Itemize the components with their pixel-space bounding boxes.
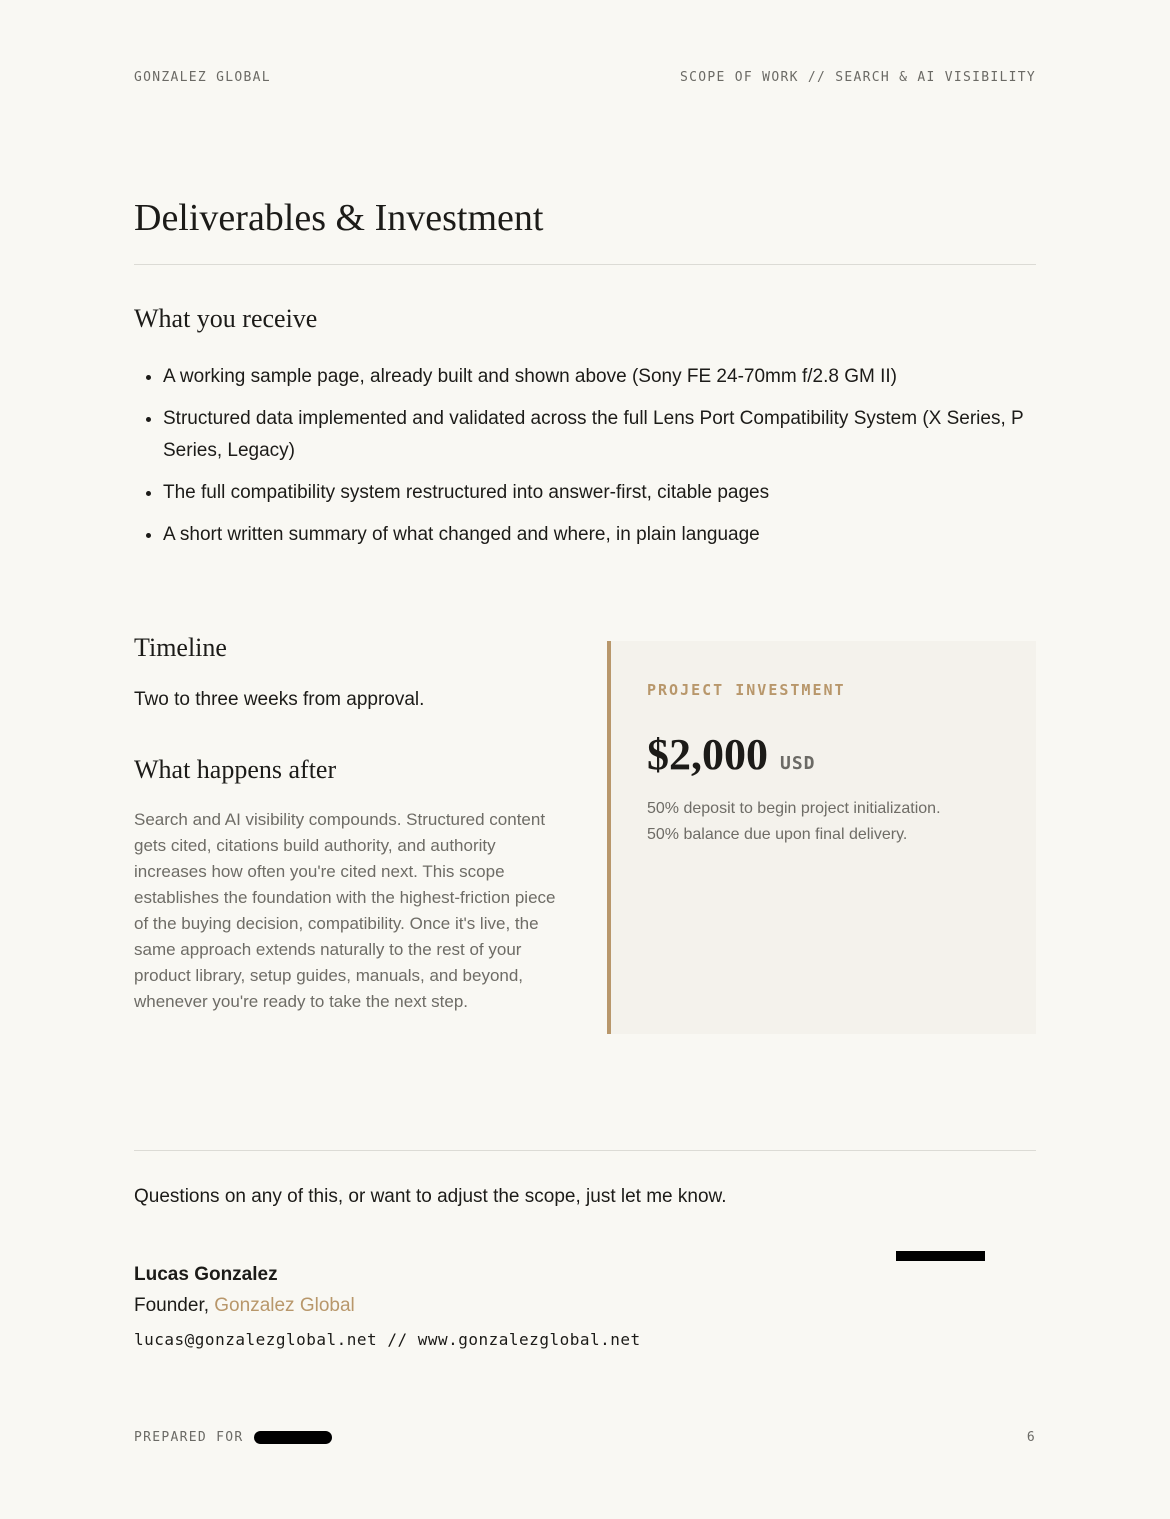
payment-terms	[647, 796, 1000, 848]
signature-role	[134, 1295, 355, 1317]
deliverables-list	[134, 361, 1065, 561]
page-header	[134, 70, 1036, 85]
page-title: Deliverables & Investment	[134, 197, 544, 239]
redaction-bar	[896, 1251, 985, 1261]
list-item: • Structured data implemented and validated across the full Lens Port Compatibility System (X Series, P Series, Legacy)	[163, 403, 1065, 467]
redaction-mark	[254, 1431, 332, 1444]
title-divider	[134, 264, 1036, 265]
list-item: • The full compatibility system restructured into answer-first, citable pages	[163, 477, 1065, 509]
header-brand: GONZALEZ GLOBAL	[134, 70, 271, 85]
prepared-for-label: PREPARED FOR	[134, 1430, 244, 1445]
timeline-column	[134, 633, 564, 1015]
signature-name: Lucas Gonzalez	[134, 1264, 278, 1285]
timeline-heading: Timeline	[134, 633, 227, 662]
closing-divider	[134, 1150, 1036, 1151]
timeline-text: Two to three weeks from approval.	[134, 689, 425, 710]
after-heading: What happens after	[134, 755, 337, 784]
receive-heading: What you receive	[134, 304, 318, 333]
signature-contact: lucas@gonzalezglobal.net // www.gonzalezglobal.net	[134, 1330, 641, 1349]
investment-currency: USD	[780, 753, 816, 774]
after-text: Search and AI visibility compounds. Structured content gets cited, citations build authority, and authority increases how often you're cited next. This scope establishes the foundation with the highest-friction piece of the buying decision, compatibility. Once it's live, the same approach extends naturally to the rest of your product library, setup guides, manuals, and beyond, whenever you're ready to take the next step.	[134, 810, 556, 1011]
payment-term-balance: 50% balance due upon final delivery.	[647, 826, 908, 843]
list-item: • A short written summary of what changed and where, in plain language	[163, 519, 1065, 551]
investment-label: PROJECT INVESTMENT	[647, 681, 846, 699]
header-doc-label: SCOPE OF WORK // SEARCH & AI VISIBILITY	[680, 70, 1036, 85]
list-item: • A working sample page, already built and shown above (Sony FE 24-70mm f/2.8 GM II)	[163, 361, 1065, 393]
signature-company: Gonzalez Global	[214, 1295, 355, 1316]
payment-term-deposit: 50% deposit to begin project initialization.	[647, 800, 941, 817]
page-footer	[134, 1430, 1036, 1445]
closing-questions: Questions on any of this, or want to adjust the scope, just let me know.	[134, 1186, 727, 1207]
price-row	[647, 729, 1000, 780]
footer-prepared-for	[134, 1430, 332, 1445]
signature-role-prefix: Founder,	[134, 1295, 209, 1316]
investment-card	[607, 641, 1036, 1034]
page-number: 6	[1026, 1430, 1036, 1445]
investment-price: $2,000	[647, 730, 768, 779]
